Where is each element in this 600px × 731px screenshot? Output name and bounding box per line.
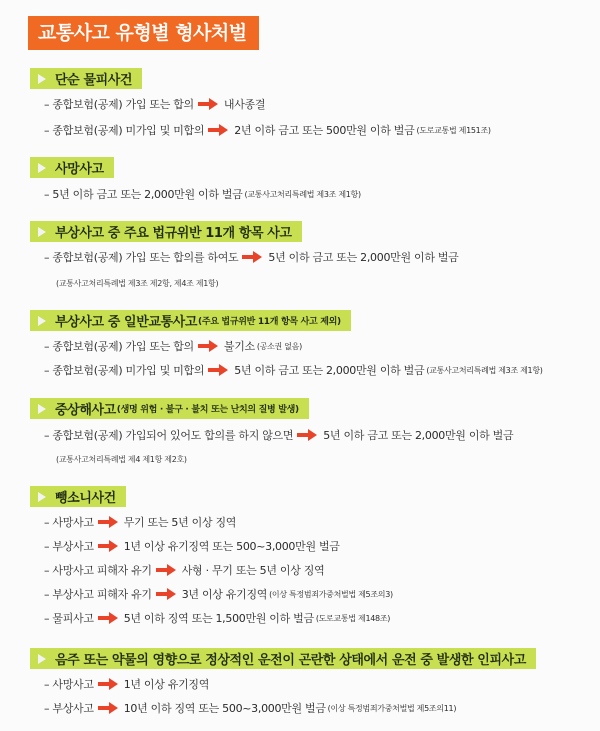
item-condition: – 종합보험(공제) 미가입 및 미합의 (44, 364, 205, 377)
item-penalty: 사형 · 무기 또는 5년 이상 징역 (181, 564, 325, 577)
list-item (44, 97, 265, 111)
item-penalty: 5년 이하 징역 또는 1,500만원 이하 벌금 (123, 612, 314, 625)
section-heading (30, 486, 126, 507)
item-condition: – 사망사고 (44, 516, 94, 529)
item-law-note: (교통사고처리특례법 제3조 제1항) (426, 365, 543, 375)
list-item (44, 611, 390, 625)
section-heading-text: 단순 물피사건 (55, 73, 133, 88)
item-condition: – 사망사고 피해자 유기 (44, 564, 152, 577)
item-penalty: 5년 이하 금고 또는 2,000만원 이하 벌금 (323, 429, 514, 442)
list-item (44, 428, 513, 442)
item-law-note: (도로교통법 제151조) (416, 125, 491, 135)
list-item (44, 123, 491, 137)
item-condition: – 종합보험(공제) 가입 또는 합의 (44, 340, 194, 353)
right-arrow-icon (98, 540, 118, 552)
list-item (44, 677, 209, 691)
bullet-triangle-icon (38, 654, 46, 664)
right-arrow-icon (156, 564, 176, 576)
item-condition: – 종합보험(공제) 가입되어 있어도 합의를 하지 않으면 (44, 429, 294, 442)
item-penalty: – 5년 이하 금고 또는 2,000만원 이하 벌금 (44, 188, 243, 201)
section-heading-text: 부상사고 중 일반교통사고 (55, 315, 197, 330)
section-heading-text: 사망사고 (55, 162, 104, 177)
list-item (44, 339, 302, 353)
list-item (44, 587, 393, 601)
item-condition: – 부상사고 (44, 540, 94, 553)
section-injury-general (30, 310, 543, 377)
item-penalty: 1년 이상 유기징역 또는 500~3,000만원 벌금 (123, 540, 340, 553)
law-reference-note: (교통사고처리특례법 제3조 제2항, 제4조 제1항) (56, 279, 219, 288)
list-item (44, 701, 456, 715)
item-condition: – 부상사고 (44, 702, 94, 715)
section-heading (30, 398, 309, 419)
item-penalty: 3년 이상 유기징역 (181, 588, 268, 601)
item-law-note: (이상 특정범죄가중처벌법 제5조의11) (327, 703, 457, 713)
item-condition: – 종합보험(공제) 가입 또는 합의 (44, 98, 194, 111)
list-item (44, 187, 361, 201)
item-law-note: (도로교통법 제148조) (315, 613, 391, 623)
item-penalty: 2년 이하 금고 또는 500만원 이하 벌금 (234, 124, 415, 137)
section-heading-note: (주요 법규위반 11개 항목 사고 제외) (198, 317, 341, 327)
right-arrow-icon (198, 340, 218, 352)
section-heading-note: (생명 위험 · 불구 · 불치 또는 난치의 질병 발생) (116, 405, 299, 415)
section-heading-text: 뺑소니사건 (55, 491, 116, 506)
item-penalty: 무기 또는 5년 이상 징역 (123, 516, 237, 529)
right-arrow-icon (98, 612, 118, 624)
law-reference-note: (교통사고처리특례법 제4 제1항 제2호) (56, 455, 187, 464)
section-hit-and-run (30, 486, 393, 625)
item-penalty: 5년 이하 금고 또는 2,000만원 이하 벌금 (234, 364, 425, 377)
section-heading-text: 음주 또는 약물의 영향으로 정상적인 운전이 곤란한 상태에서 운전 중 발생한 인피사고 (55, 653, 526, 668)
section-heading (30, 310, 351, 331)
list-item (44, 563, 324, 577)
section-death-accident (30, 157, 361, 201)
item-condition: – 종합보험(공제) 미가입 및 미합의 (44, 124, 205, 137)
section-serious-injury (30, 398, 514, 464)
page-title: 교통사고 유형별 형사처벌 (28, 16, 259, 50)
list-item (44, 539, 340, 553)
item-penalty: 불기소 (223, 340, 255, 353)
section-injury-major-violation (30, 221, 459, 288)
right-arrow-icon (98, 678, 118, 690)
bullet-triangle-icon (38, 163, 46, 173)
list-item (44, 363, 543, 377)
item-law-note: (교통사고처리특례법 제3조 제1항) (244, 189, 361, 199)
bullet-triangle-icon (38, 492, 46, 502)
item-condition: – 부상사고 피해자 유기 (44, 588, 152, 601)
section-heading (30, 157, 114, 178)
section-heading-text: 중상해사고 (55, 403, 116, 418)
bullet-triangle-icon (38, 404, 46, 414)
section-heading (30, 648, 536, 669)
section-heading-text: 부상사고 중 주요 법규위반 11개 항목 사고 (55, 226, 292, 241)
section-dui-injury (30, 648, 536, 715)
right-arrow-icon (208, 364, 228, 376)
right-arrow-icon (297, 429, 317, 441)
item-condition: – 물피사고 (44, 612, 94, 625)
right-arrow-icon (198, 98, 218, 110)
right-arrow-icon (156, 588, 176, 600)
item-penalty: 10년 이하 징역 또는 500~3,000만원 벌금 (123, 702, 326, 715)
item-penalty: 1년 이상 유기징역 (123, 678, 210, 691)
item-penalty: 5년 이하 금고 또는 2,000만원 이하 벌금 (268, 251, 459, 264)
bullet-triangle-icon (38, 74, 46, 84)
right-arrow-icon (98, 702, 118, 714)
item-penalty: 내사종결 (223, 98, 266, 111)
list-item (44, 515, 236, 529)
item-condition: – 종합보험(공제) 가입 또는 합의를 하여도 (44, 251, 239, 264)
item-law-note: (이상 특정범죄가중처벌법 제5조의3) (269, 589, 393, 599)
section-heading (30, 221, 302, 242)
section-heading (30, 68, 142, 89)
bullet-triangle-icon (38, 227, 46, 237)
right-arrow-icon (242, 251, 262, 263)
list-item (44, 250, 459, 264)
item-law-note: (공소권 없음) (256, 341, 302, 351)
item-condition: – 사망사고 (44, 678, 94, 691)
right-arrow-icon (208, 124, 228, 136)
right-arrow-icon (98, 516, 118, 528)
bullet-triangle-icon (38, 316, 46, 326)
section-simple-property (30, 68, 491, 137)
